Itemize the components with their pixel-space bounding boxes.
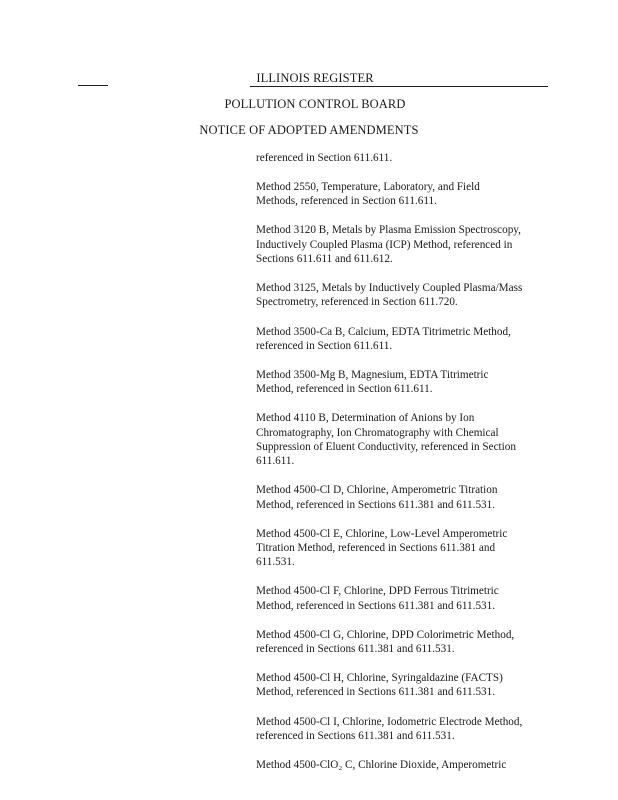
method-entry-line: Method, referenced in Sections 611.381 and 611.531. bbox=[256, 686, 496, 699]
board-title: POLLUTION CONTROL BOARD bbox=[224, 97, 406, 111]
method-entry bbox=[256, 715, 556, 744]
method-entry bbox=[256, 628, 556, 657]
method-entry-line: 611.611. bbox=[256, 455, 295, 468]
method-entry bbox=[256, 527, 556, 570]
method-entry-line: Chromatography, Ion Chromatography with Chemical bbox=[256, 426, 499, 439]
method-entry-line: Method 4500-Cl H, Chlorine, Syringaldazine (FACTS) bbox=[256, 672, 503, 685]
method-entry-line: Spectrometry, referenced in Section 611.720. bbox=[256, 296, 458, 309]
method-entry bbox=[256, 671, 556, 700]
method-entry-line: Method 3500-Ca B, Calcium, EDTA Titrimetric Method, bbox=[256, 325, 511, 338]
method-entry bbox=[256, 411, 556, 468]
method-entry-line: Methods, referenced in Section 611.611. bbox=[256, 195, 437, 208]
notice-title: NOTICE OF ADOPTED AMENDMENTS bbox=[199, 123, 419, 137]
method-entry bbox=[256, 584, 556, 613]
method-entry-line: referenced in Sections 611.381 and 611.531. bbox=[256, 729, 455, 742]
method-list bbox=[256, 151, 556, 787]
method-entry-line: Titration Method, referenced in Sections 611.381 and bbox=[256, 542, 496, 555]
method-entry bbox=[256, 368, 556, 397]
method-entry bbox=[256, 758, 556, 772]
method-entry-line: Method 4500-Cl E, Chlorine, Low-Level Amperometric bbox=[256, 527, 508, 540]
method-entry-line: 611.531. bbox=[256, 556, 295, 569]
method-entry-line: Suppression of Eluent Conductivity, referenced in Section bbox=[256, 440, 516, 453]
method-entry-line: Method, referenced in Sections 611.381 and 611.531. bbox=[256, 599, 496, 612]
method-entry-line: Method 4110 B, Determination of Anions by Ion bbox=[256, 412, 475, 425]
method-entry-line: referenced in Section 611.611. bbox=[256, 152, 393, 164]
method-entry-line: Inductively Coupled Plasma (ICP) Method, referenced in bbox=[256, 238, 513, 251]
method-entry bbox=[256, 180, 556, 209]
method-entry-line: referenced in Section 611.611. bbox=[256, 339, 393, 352]
method-entry-line: Method, referenced in Sections 611.381 and 611.531. bbox=[256, 498, 496, 511]
method-entry-line: Sections 611.611 and 611.612. bbox=[256, 253, 393, 266]
method-entry-line: Method 3500-Mg B, Magnesium, EDTA Titrimetric bbox=[256, 368, 489, 381]
method-entry-line: Method 4500-Cl G, Chlorine, DPD Colorimetric Method, bbox=[256, 628, 515, 641]
method-entry-line: Method 3125, Metals by Inductively Coupled Plasma/Mass bbox=[256, 282, 523, 295]
method-entry bbox=[256, 483, 556, 512]
method-entry-line: Method 4500-Cl F, Chlorine, DPD Ferrous Titrimetric bbox=[256, 585, 499, 598]
method-entry-line: Method 2550, Temperature, Laboratory, and Field bbox=[256, 181, 480, 194]
method-entry bbox=[256, 325, 556, 354]
method-entry bbox=[256, 281, 556, 310]
method-entry-line: Method 3120 B, Metals by Plasma Emission Spectroscopy, bbox=[256, 224, 521, 237]
method-entry-line: Method, referenced in Section 611.611. bbox=[256, 383, 433, 396]
method-entry bbox=[256, 223, 556, 266]
method-entry-line: referenced in Sections 611.381 and 611.531. bbox=[256, 643, 455, 656]
method-entry-line: Method 4500-Cl D, Chlorine, Amperometric Titration bbox=[256, 484, 498, 497]
method-entry bbox=[256, 151, 556, 165]
method-entry-line: Method 4500-ClO₂ C, Chlorine Dioxide, Amperometric bbox=[256, 758, 507, 771]
method-entry-line: Method 4500-Cl I, Chlorine, Iodometric Electrode Method, bbox=[256, 715, 523, 728]
register-title: ILLINOIS REGISTER bbox=[256, 71, 374, 85]
header-rule-right bbox=[250, 86, 548, 87]
